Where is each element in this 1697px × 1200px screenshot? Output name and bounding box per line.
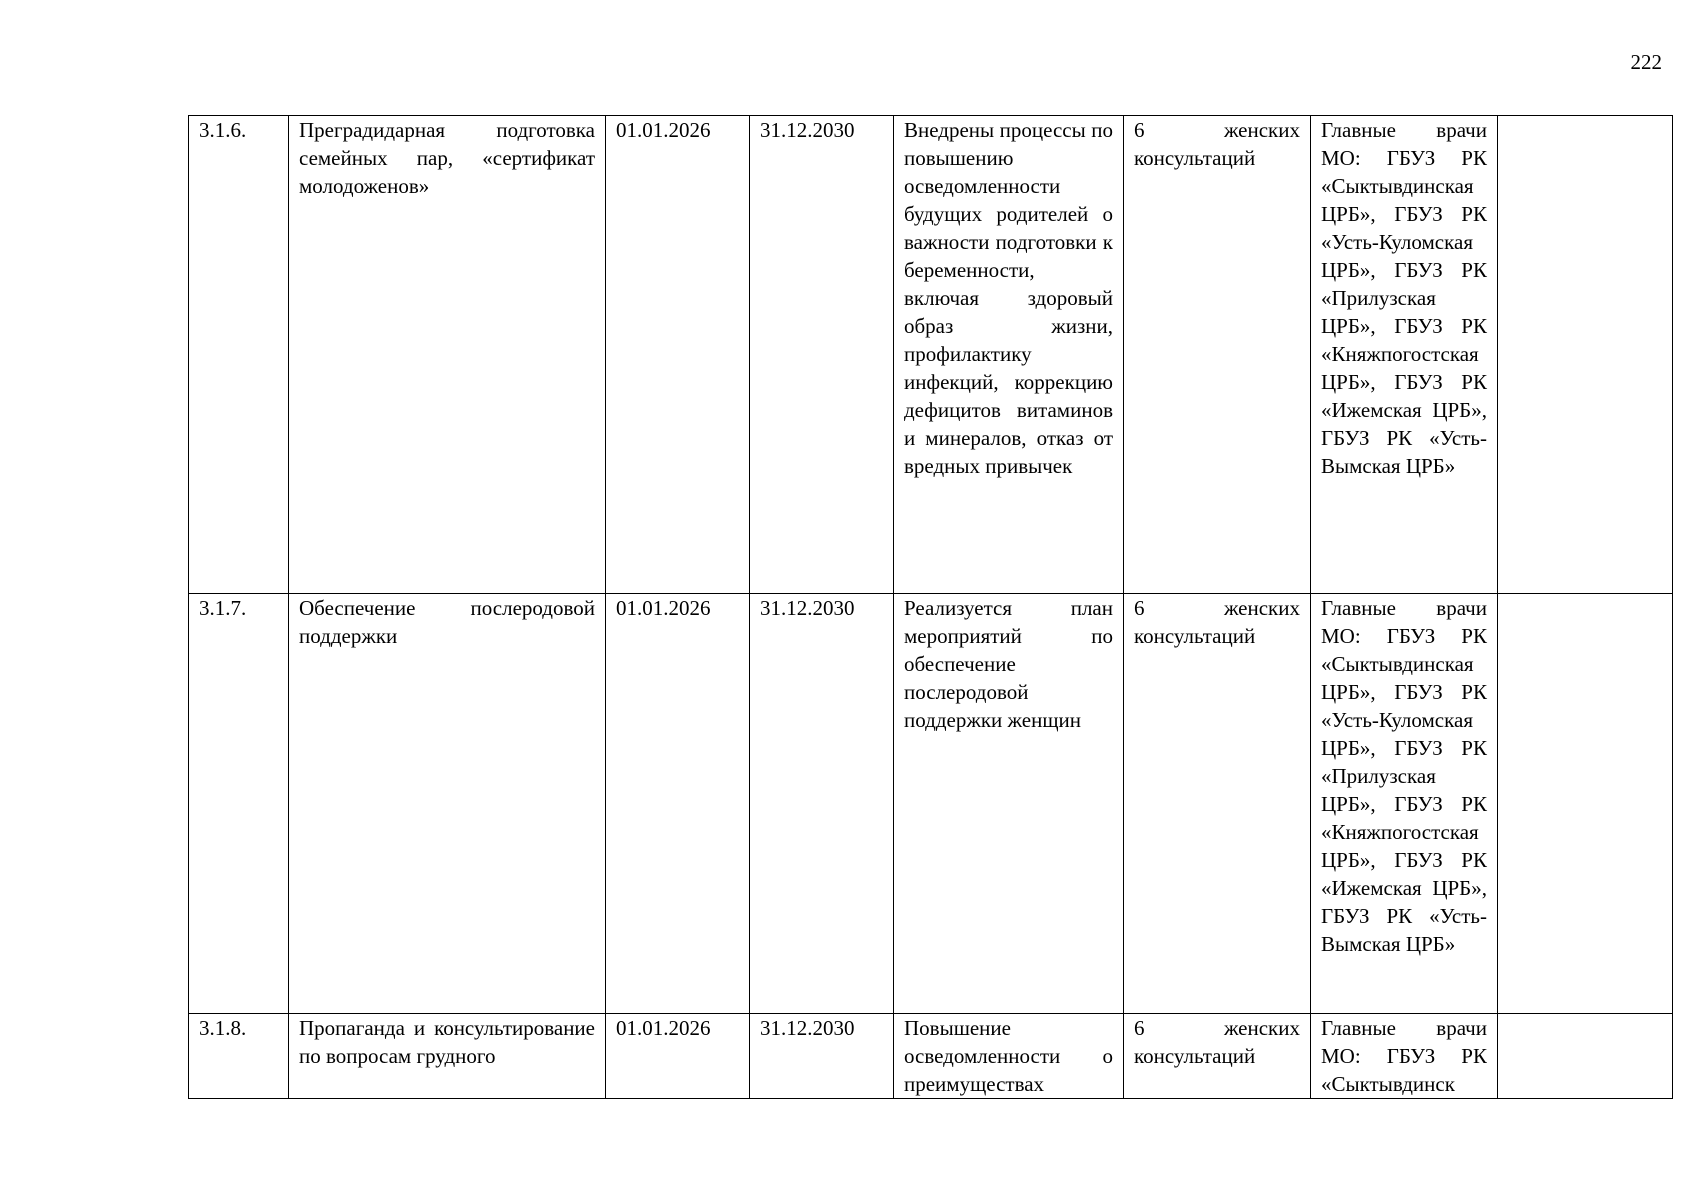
responsible: Главные врачи МО: ГБУЗ РК «Сыктывдинская ЦРБ», ГБУЗ РК «Усть-Куломская ЦРБ», ГБУЗ РК «Прилузская ЦРБ», ГБУЗ РК «Княжпогостская ЦРБ», ГБУЗ РК «Ижемская ЦРБ», ГБУЗ РК «Усть-Вымская ЦРБ»	[1311, 116, 1498, 594]
responsible: Главные врачи МО: ГБУЗ РК «Сыктывдинск	[1321, 1016, 1487, 1096]
scope: 6 женских консультаций	[1124, 116, 1311, 594]
note	[1498, 594, 1673, 1014]
note	[1508, 1014, 1662, 1098]
measure-name: Преградидарная подготовка семейных пар, «сертификат молодоженов»	[289, 116, 606, 594]
measure-name: Пропаганда и консультирование по вопросам грудного	[299, 1016, 595, 1068]
row-number: 3.1.8.	[199, 1016, 247, 1040]
note	[1498, 116, 1673, 594]
start-date: 01.01.2026	[606, 116, 750, 594]
start-date: 01.01.2026	[606, 594, 750, 1014]
end-date: 31.12.2030	[760, 1016, 855, 1040]
end-date: 31.12.2030	[750, 594, 894, 1014]
end-date: 31.12.2030	[750, 116, 894, 594]
measures-table	[188, 115, 1673, 1099]
table-row	[189, 1014, 1673, 1099]
row-number: 3.1.6.	[189, 116, 289, 594]
expected-result: Внедрены процессы по повышению осведомленности будущих родителей о важности подготовки к беременности, включая здоровый образ жизни, профилактику инфекций, коррекцию дефицитов витаминов и минералов, отказ от вредных привычек	[894, 116, 1124, 594]
expected-result: Повышение осведомленности о преимуществах	[904, 1016, 1113, 1096]
expected-result: Реализуется план мероприятий по обеспечение послеродовой поддержки женщин	[894, 594, 1124, 1014]
row-number: 3.1.7.	[189, 594, 289, 1014]
scope: 6 женских консультаций	[1134, 1016, 1300, 1068]
start-date: 01.01.2026	[616, 1016, 711, 1040]
table-row	[189, 116, 1673, 594]
scope: 6 женских консультаций	[1124, 594, 1311, 1014]
measure-name: Обеспечение послеродовой поддержки	[289, 594, 606, 1014]
table-row	[189, 594, 1673, 1014]
responsible: Главные врачи МО: ГБУЗ РК «Сыктывдинская ЦРБ», ГБУЗ РК «Усть-Куломская ЦРБ», ГБУЗ РК «Прилузская ЦРБ», ГБУЗ РК «Княжпогостская ЦРБ», ГБУЗ РК «Ижемская ЦРБ», ГБУЗ РК «Усть-Вымская ЦРБ»	[1311, 594, 1498, 1014]
page-number: 222	[1630, 50, 1662, 74]
